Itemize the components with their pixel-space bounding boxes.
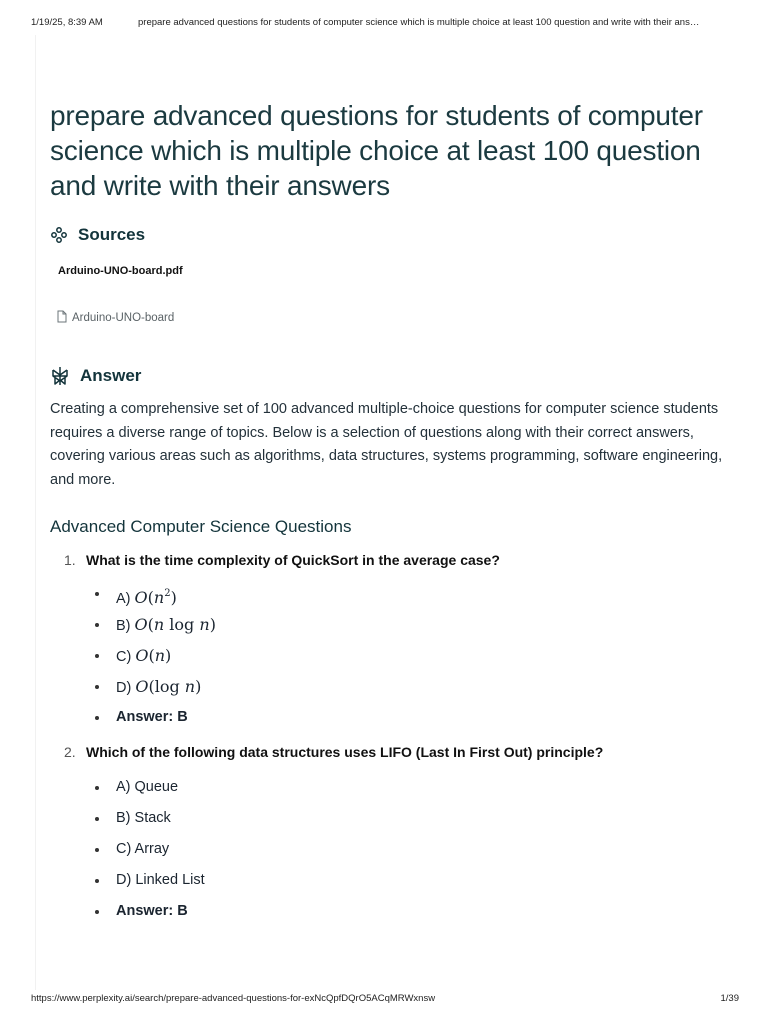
option-label: A) xyxy=(116,591,131,607)
math-expression: O(log n) xyxy=(135,677,202,696)
page-content xyxy=(50,98,740,927)
source-chip-label: Arduino-UNO-board xyxy=(72,312,175,324)
option-a: A) Queue xyxy=(93,772,740,803)
option-a xyxy=(93,578,740,609)
page-edge-divider xyxy=(35,35,36,990)
answer-intro: Creating a comprehensive set of 100 advanced multiple-choice questions for computer science students requires a diverse range of topics. Below is a selection of questions along with their correct answers, covering various areas such as algorithms, data structures, systems programming, software engineering, and more. xyxy=(50,401,723,488)
print-datetime: 1/19/25, 8:39 AM xyxy=(31,17,103,28)
document-icon xyxy=(56,310,68,326)
page-title: prepare advanced questions for students of computer science which is multiple choice at least 100 question and write with their answers xyxy=(50,100,703,201)
question-number: 1. xyxy=(64,552,76,568)
question-number: 2. xyxy=(64,744,76,760)
sources-icon xyxy=(50,226,68,244)
source-file-link[interactable]: Arduino-UNO-board.pdf xyxy=(58,265,183,277)
question-1 xyxy=(64,552,740,568)
question-text: Which of the following data structures uses LIFO (Last In First Out) principle? xyxy=(86,744,604,760)
option-c xyxy=(93,640,740,671)
print-doc-title: prepare advanced questions for students of computer science which is multiple choice at least 100 question and write with their ans… xyxy=(138,17,700,28)
option-c: C) Array xyxy=(93,834,740,865)
option-b: B) Stack xyxy=(93,803,740,834)
sources-heading-label: Sources xyxy=(78,225,146,244)
source-chip[interactable] xyxy=(56,310,740,326)
question-2 xyxy=(64,744,740,760)
option-b xyxy=(93,609,740,640)
section-subheading: Advanced Computer Science Questions xyxy=(50,517,352,536)
print-url: https://www.perplexity.ai/search/prepare-advanced-questions-for-exNcQpfDQrO5ACqMRWxnsw xyxy=(31,993,436,1004)
answer-heading xyxy=(50,366,740,386)
answer-heading-label: Answer xyxy=(80,366,142,385)
print-footer xyxy=(31,993,739,1004)
math-expression: O(n) xyxy=(135,646,172,665)
sources-heading xyxy=(50,225,740,245)
question-2-options xyxy=(93,772,740,927)
print-header xyxy=(31,17,741,28)
option-d: D) Linked List xyxy=(93,865,740,896)
question-1-options xyxy=(93,578,740,733)
page-number: 1/39 xyxy=(720,993,739,1004)
question-text: What is the time complexity of QuickSort in the average case? xyxy=(86,552,500,568)
option-d xyxy=(93,671,740,702)
answer-line: Answer: B xyxy=(93,896,740,927)
math-expression: O(n log n) xyxy=(134,615,216,634)
option-label: B) xyxy=(116,618,131,634)
math-expression: $O(n^2)$ xyxy=(134,588,177,607)
answer-line: Answer: B xyxy=(93,702,740,733)
option-label: C) xyxy=(116,649,132,665)
option-label: D) xyxy=(116,680,132,696)
perplexity-logo-icon xyxy=(50,366,70,386)
